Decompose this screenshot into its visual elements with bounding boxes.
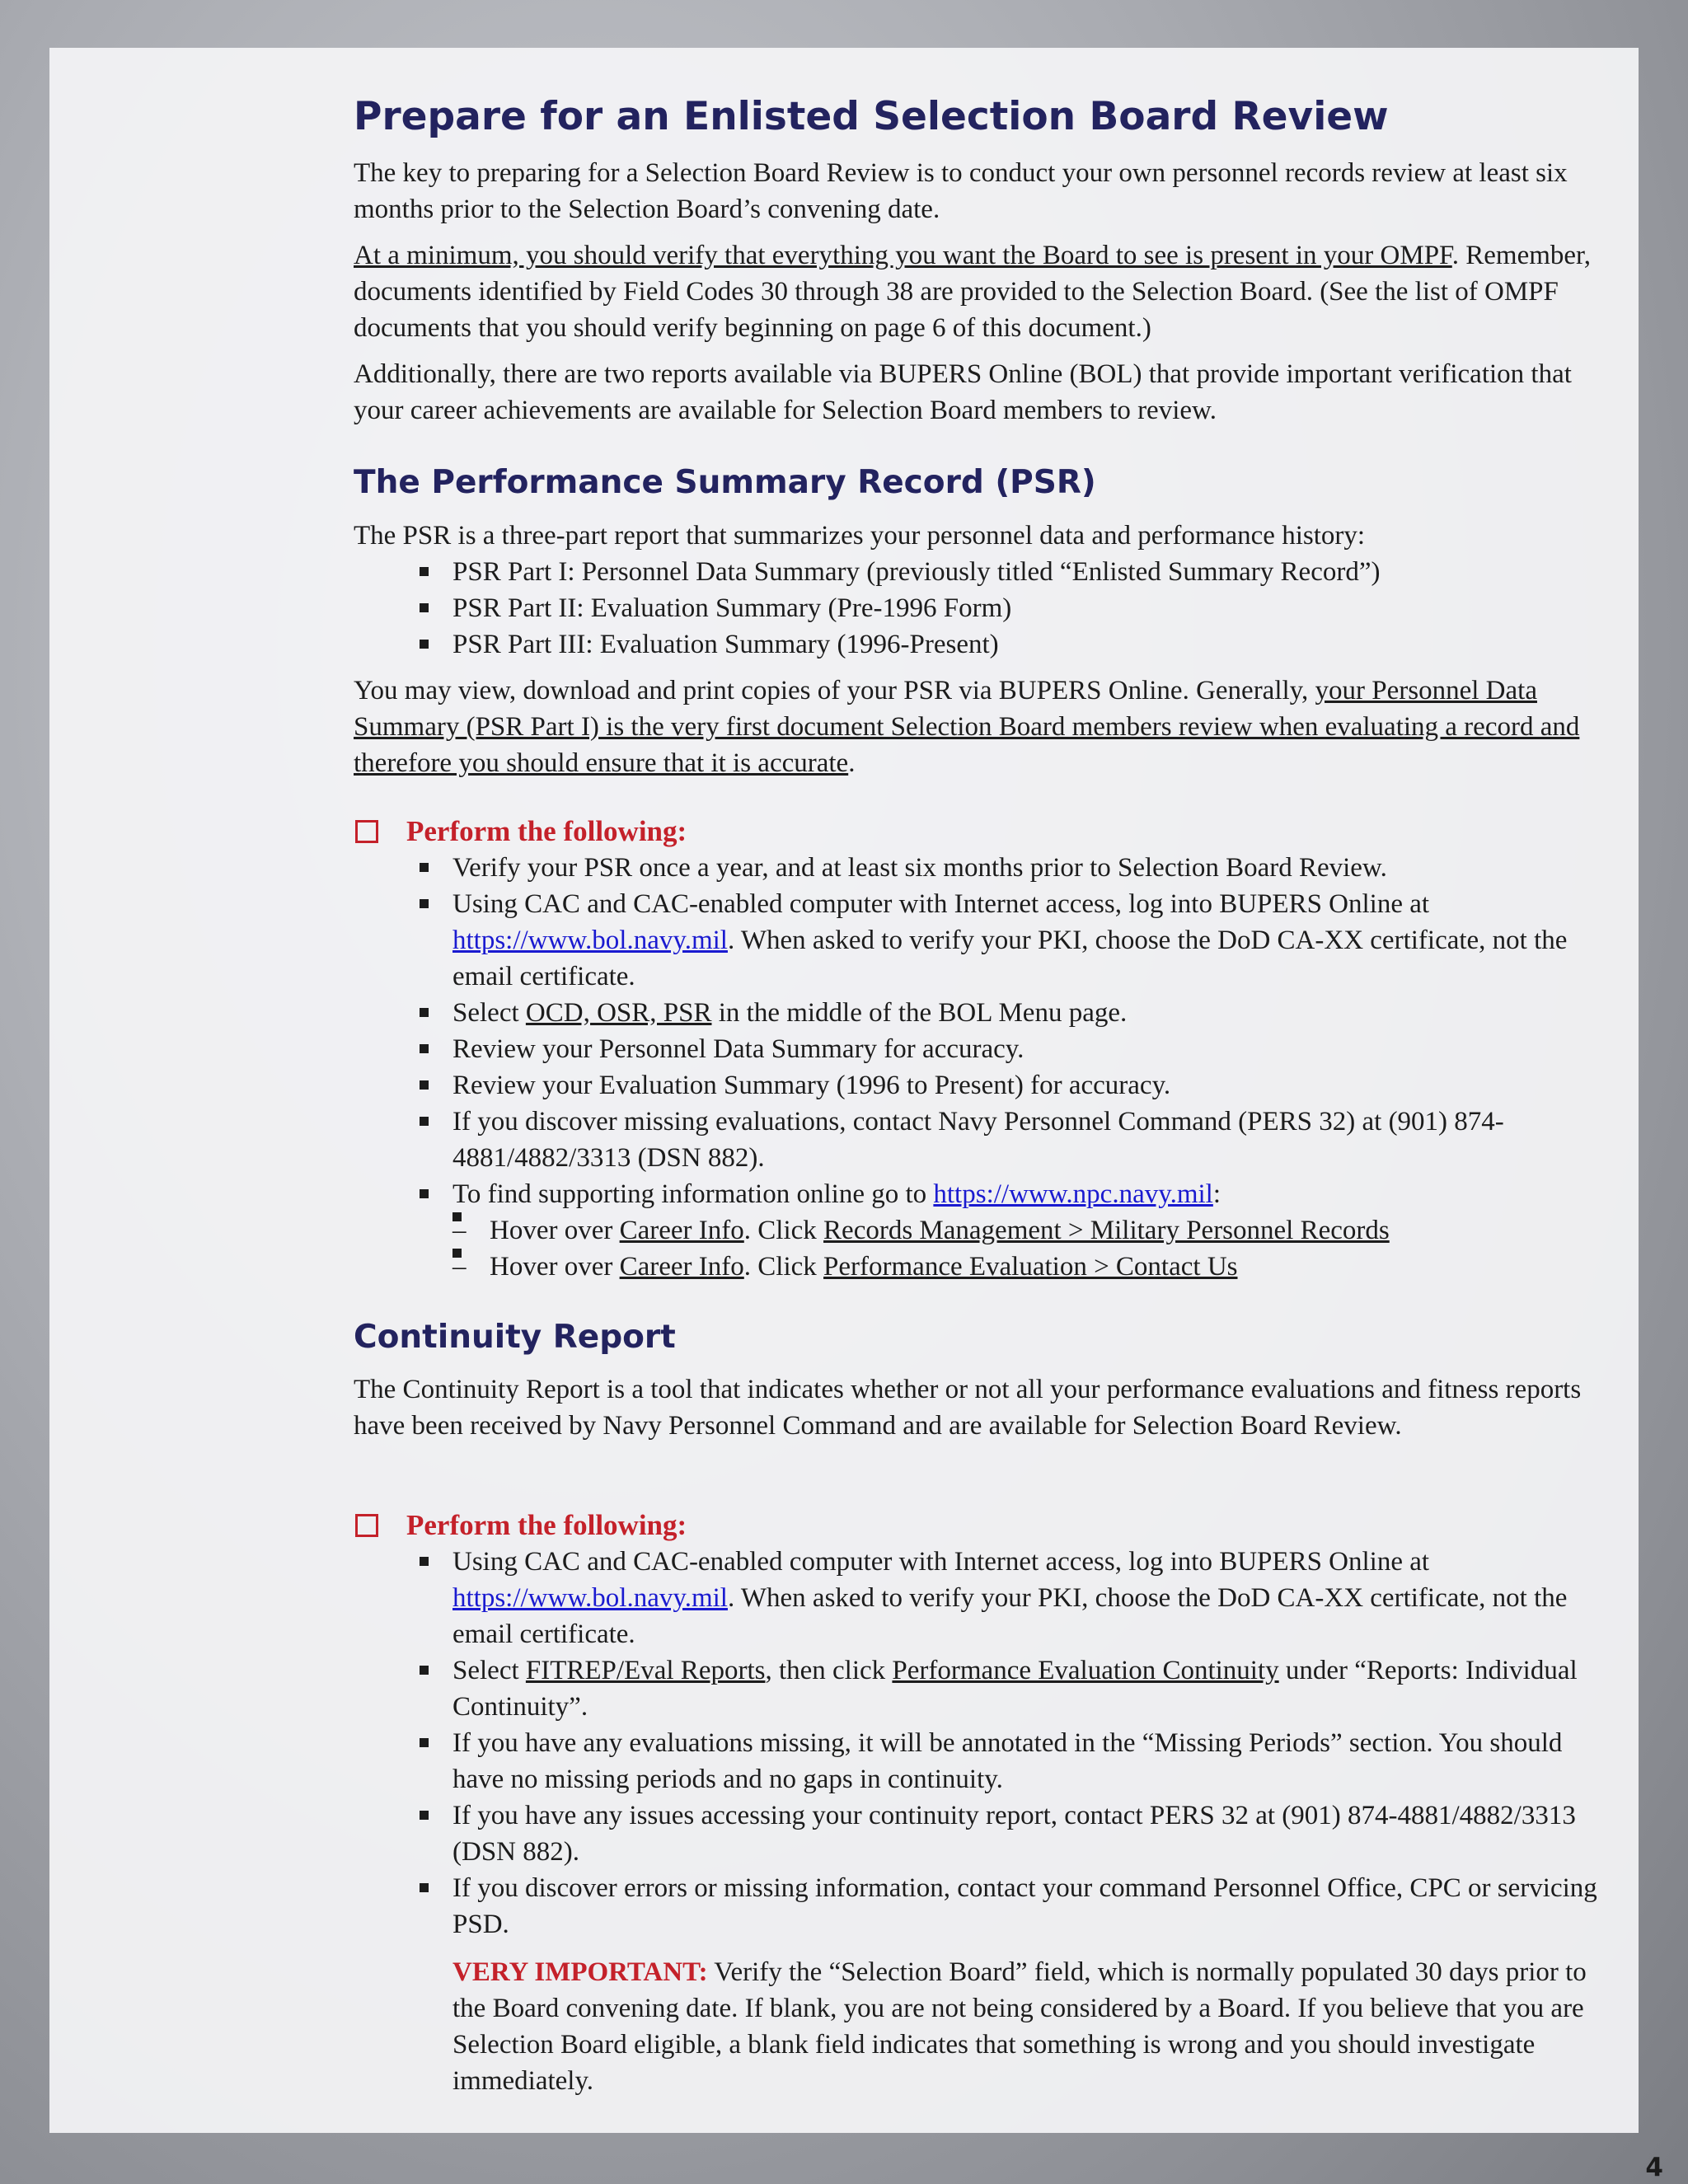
list-item bbox=[452, 1176, 1598, 1285]
continuity-perform-section bbox=[354, 1507, 1598, 2099]
list-item: Verify your PSR once a year, and at least six months prior to Selection Board Review. bbox=[452, 850, 1598, 886]
ompf-verify-note: At a minimum, you should verify that everything you want the Board to see is present in your OMPF bbox=[354, 241, 1452, 270]
list-item bbox=[452, 886, 1598, 995]
field-codes-note: . Remember, documents identified by Field Codes 30 through 38 are provided to the Selection Board. (See the list of OMPF documents that you should verify beginning on page 6 of this document.) bbox=[354, 241, 1591, 343]
step-text: under “Reports: Individual Continuity”. bbox=[452, 1656, 1578, 1722]
psr-heading: The Performance Summary Record (PSR) bbox=[354, 464, 1096, 501]
continuity-perform-header bbox=[354, 1507, 1598, 1544]
step-text: Using CAC and CAC-enabled computer with Internet access, log into BUPERS Online at bbox=[452, 1547, 1430, 1577]
list-item bbox=[452, 1652, 1598, 1725]
step-text: To find supporting information online go to bbox=[452, 1179, 934, 1209]
step-text: Using CAC and CAC-enabled computer with Internet access, log into BUPERS Online at bbox=[452, 889, 1430, 919]
step-text: . When asked to verify your PKI, choose the DoD CA-XX certificate, not the email certificate. bbox=[452, 1583, 1568, 1649]
very-important-text: Verify the “Selection Board” field, which is normally populated 30 days prior to the Board convening date. If blank, you are not being considered by a Board. If you believe that you are Selection Board eligible, a blank field indicates that something is wrong and you should investigate immediately. bbox=[452, 1957, 1587, 2096]
step-text: Select bbox=[452, 998, 526, 1028]
intro-paragraph-2 bbox=[354, 237, 1598, 346]
psr-perform-header bbox=[354, 813, 1598, 850]
step-text: in the middle of the BOL Menu page. bbox=[711, 998, 1128, 1028]
career-info-nav: Career Info bbox=[619, 1252, 744, 1282]
step-text: . When asked to verify your PKI, choose the DoD CA-XX certificate, not the email certificate. bbox=[452, 926, 1568, 991]
performance-evaluation-continuity-option: Performance Evaluation Continuity bbox=[892, 1656, 1279, 1685]
list-item bbox=[490, 1249, 1598, 1285]
list-item: PSR Part III: Evaluation Summary (1996-Present) bbox=[452, 626, 1598, 663]
continuity-steps-list bbox=[354, 1544, 1598, 1943]
step-text: Hover over bbox=[490, 1252, 620, 1282]
step-text: , then click bbox=[765, 1656, 893, 1685]
step-text: Select bbox=[452, 1656, 526, 1685]
intro-section bbox=[354, 155, 1598, 429]
fitrep-eval-reports-option: FITREP/Eval Reports bbox=[525, 1656, 766, 1685]
list-item: If you have any evaluations missing, it will be annotated in the “Missing Periods” section. You should have no missing periods and no gaps in continuity. bbox=[452, 1725, 1598, 1797]
step-text: . Click bbox=[743, 1216, 824, 1245]
psr-view-text: You may view, download and print copies of your PSR via BUPERS Online. Generally, bbox=[354, 676, 1315, 705]
npc-link[interactable]: https://www.npc.navy.mil bbox=[933, 1179, 1213, 1209]
list-item: If you have any issues accessing your continuity report, contact PERS 32 at (901) 874-4881/4882/3313 (DSN 882). bbox=[452, 1797, 1598, 1870]
continuity-lead: The Continuity Report is a tool that indicates whether or not all your performance evaluations and fitness reports have been received by Navy Personnel Command and are available for Selection Board Review. bbox=[354, 1375, 1582, 1441]
continuity-section bbox=[354, 1371, 1598, 1444]
psr-view-emphasis: your Personnel Data Summary (PSR Part I) is the very first document Selection Board members review when evaluating a record and therefore you should ensure that it is accurate bbox=[354, 676, 1580, 778]
step-text: . Click bbox=[743, 1252, 824, 1282]
list-item bbox=[490, 1212, 1598, 1249]
psr-view-paragraph bbox=[354, 673, 1598, 781]
page-number: 4 bbox=[1645, 2153, 1663, 2182]
psr-view-end: . bbox=[848, 748, 856, 778]
list-item bbox=[452, 1544, 1598, 1652]
checkbox-icon[interactable] bbox=[355, 1514, 378, 1537]
psr-lead: The PSR is a three-part report that summarizes your personnel data and performance history: bbox=[354, 521, 1366, 551]
career-info-nav: Career Info bbox=[619, 1216, 744, 1245]
step-text: Hover over bbox=[490, 1216, 620, 1245]
menu-option-ocd-osr-psr: OCD, OSR, PSR bbox=[525, 998, 712, 1028]
intro-paragraph-3: Additionally, there are two reports available via BUPERS Online (BOL) that provide important verification that your career achievements are available for Selection Board members to review. bbox=[354, 359, 1572, 425]
checkbox-icon[interactable] bbox=[355, 820, 378, 843]
intro-paragraph-1: The key to preparing for a Selection Board Review is to conduct your own personnel records review at least six months prior to the Selection Board’s convening date. bbox=[354, 158, 1568, 224]
step-text: : bbox=[1212, 1179, 1221, 1209]
list-item: Review your Evaluation Summary (1996 to Present) for accuracy. bbox=[452, 1067, 1598, 1104]
list-item: If you discover missing evaluations, contact Navy Personnel Command (PERS 32) at (901) 874-4881/4882/3313 (DSN 882). bbox=[452, 1104, 1598, 1176]
list-item bbox=[452, 995, 1598, 1031]
performance-evaluation-nav: Performance Evaluation > Contact Us bbox=[823, 1252, 1238, 1282]
very-important-label: VERY IMPORTANT: bbox=[452, 1957, 708, 1987]
npc-nav-list bbox=[452, 1212, 1598, 1285]
page-title: Prepare for an Enlisted Selection Board Review bbox=[354, 94, 1389, 139]
list-item: PSR Part II: Evaluation Summary (Pre-1996 Form) bbox=[452, 590, 1598, 626]
list-item: PSR Part I: Personnel Data Summary (previously titled “Enlisted Summary Record”) bbox=[452, 554, 1598, 590]
perform-label: Perform the following: bbox=[406, 815, 687, 847]
psr-perform-section bbox=[354, 813, 1598, 1285]
list-item: If you discover errors or missing information, contact your command Personnel Office, CPC or servicing PSD. bbox=[452, 1870, 1598, 1943]
very-important-note bbox=[354, 1954, 1598, 2099]
psr-steps-list bbox=[354, 850, 1598, 1285]
psr-section bbox=[354, 518, 1598, 781]
continuity-heading: Continuity Report bbox=[354, 1319, 676, 1356]
bol-link[interactable]: https://www.bol.navy.mil bbox=[452, 926, 728, 955]
list-item: Review your Personnel Data Summary for accuracy. bbox=[452, 1031, 1598, 1067]
bol-link[interactable]: https://www.bol.navy.mil bbox=[452, 1583, 728, 1613]
psr-parts-list bbox=[354, 554, 1598, 663]
records-management-nav: Records Management > Military Personnel Records bbox=[823, 1216, 1390, 1245]
perform-label: Perform the following: bbox=[406, 1509, 687, 1541]
